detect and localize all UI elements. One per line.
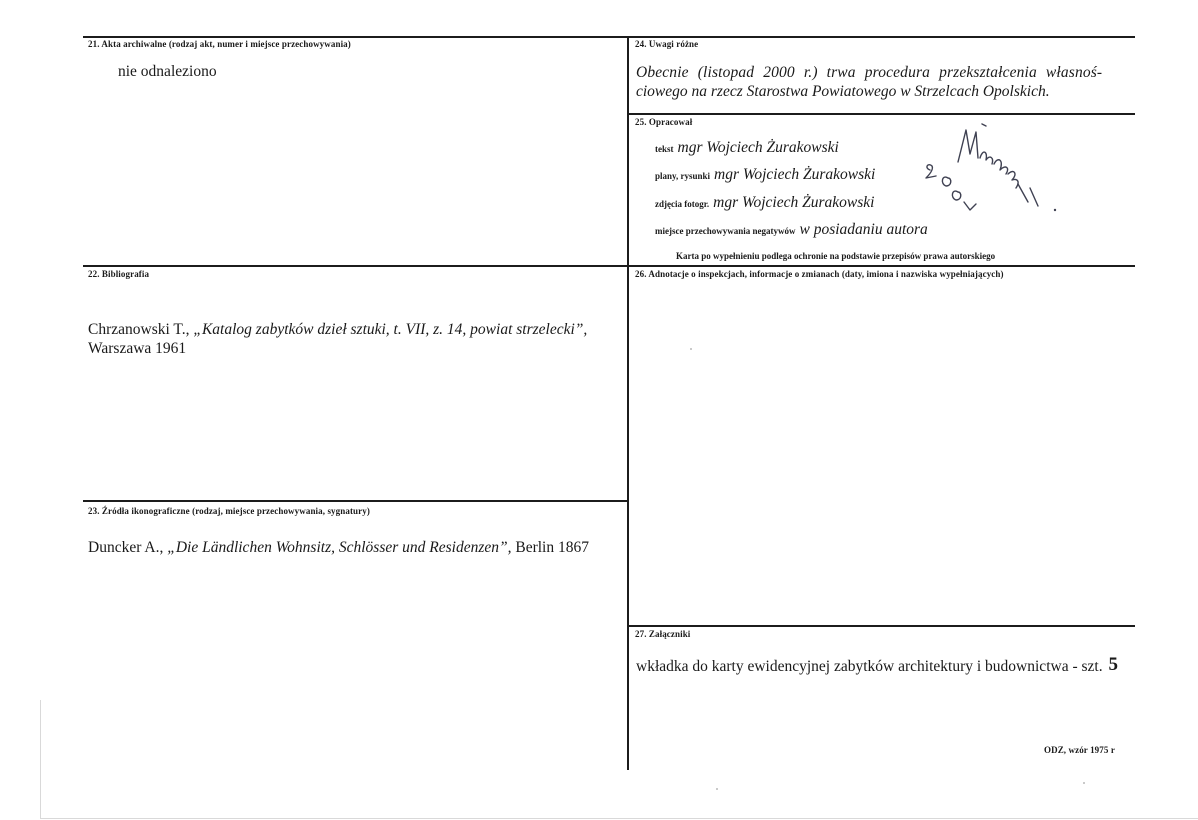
box22-place-year: Warszawa 1961 xyxy=(88,340,187,357)
divider-26-27 xyxy=(629,625,1135,627)
box26-label: 26. Adnotacje o inspekcjach, informacje o zmianach (daty, imiona i nazwiska wypełniających) xyxy=(635,269,1004,279)
box23-label: 23. Źródła ikonograficzne (rodzaj, miejsce przechowywania, sygnatury) xyxy=(88,506,370,516)
photos-author-name: mgr Wojciech Żurakowski xyxy=(713,194,875,211)
box27-content-row xyxy=(636,655,1118,677)
text-author-label: tekst xyxy=(655,144,674,154)
plans-author-row xyxy=(655,166,875,184)
dust-speck xyxy=(716,788,718,790)
box23-title: „Die Ländlichen Wohnsitz, Schlösser und Residenzen”, xyxy=(167,539,512,556)
dust-speck xyxy=(1083,782,1085,784)
plans-author-name: mgr Wojciech Żurakowski xyxy=(714,166,876,183)
box25-label: 25. Opracował xyxy=(635,117,693,127)
dust-speck xyxy=(690,348,692,350)
box23-place-year: Berlin 1867 xyxy=(511,539,589,556)
negatives-value: w posiadaniu autora xyxy=(799,221,928,238)
box24-label: 24. Uwagi różne xyxy=(635,39,699,49)
handwritten-signature xyxy=(920,118,1070,228)
box24-line1: Obecnie (listopad 2000 r.) trwa procedura przekształcenia własnoś- xyxy=(636,64,1103,81)
box22-title: „Katalog zabytków dzieł sztuki, t. VII, z. 14, powiat strzelecki”, xyxy=(193,321,588,338)
signature-dot xyxy=(1054,209,1056,211)
photos-author-label: zdjęcia fotogr. xyxy=(655,199,710,209)
divider-24-25 xyxy=(629,113,1135,115)
left-paper-edge xyxy=(40,700,41,818)
center-divider xyxy=(627,36,629,770)
text-author-row xyxy=(655,139,839,157)
divider-21-22 xyxy=(83,265,1135,267)
form-footer: ODZ, wzór 1975 r xyxy=(1044,745,1115,755)
box24-line2: ciowego na rzecz Starostwa Powiatowego w Strzelcach Opolskich. xyxy=(636,83,1050,100)
negatives-row xyxy=(655,221,928,239)
box23-line xyxy=(88,539,589,557)
box21-label: 21. Akta archiwalne (rodzaj akt, numer i miejsce przechowywania) xyxy=(88,39,351,49)
box22-author: Chrzanowski T., xyxy=(88,321,194,338)
plans-author-label: plany, rysunki xyxy=(655,171,711,181)
bottom-paper-edge xyxy=(40,818,1198,819)
box21-content: nie odnaleziono xyxy=(118,63,217,80)
photos-author-row xyxy=(655,194,874,212)
box23-author: Duncker A., xyxy=(88,539,168,556)
box27-label: 27. Załączniki xyxy=(635,629,691,639)
box27-content: wkładka do karty ewidencyjnej zabytków architektury i budownictwa - szt. xyxy=(636,658,1103,675)
copyright-note: Karta po wypełnieniu podlega ochronie na podstawie przepisów prawa autorskiego xyxy=(676,251,996,261)
box22-label: 22. Bibliografia xyxy=(88,269,150,279)
negatives-label: miejsce przechowywania negatywów xyxy=(655,226,796,236)
divider-22-23 xyxy=(83,500,629,502)
text-author-name: mgr Wojciech Żurakowski xyxy=(677,139,839,156)
box22-line1 xyxy=(88,321,587,339)
top-border xyxy=(83,36,1135,38)
box27-count: 5 xyxy=(1108,654,1118,675)
